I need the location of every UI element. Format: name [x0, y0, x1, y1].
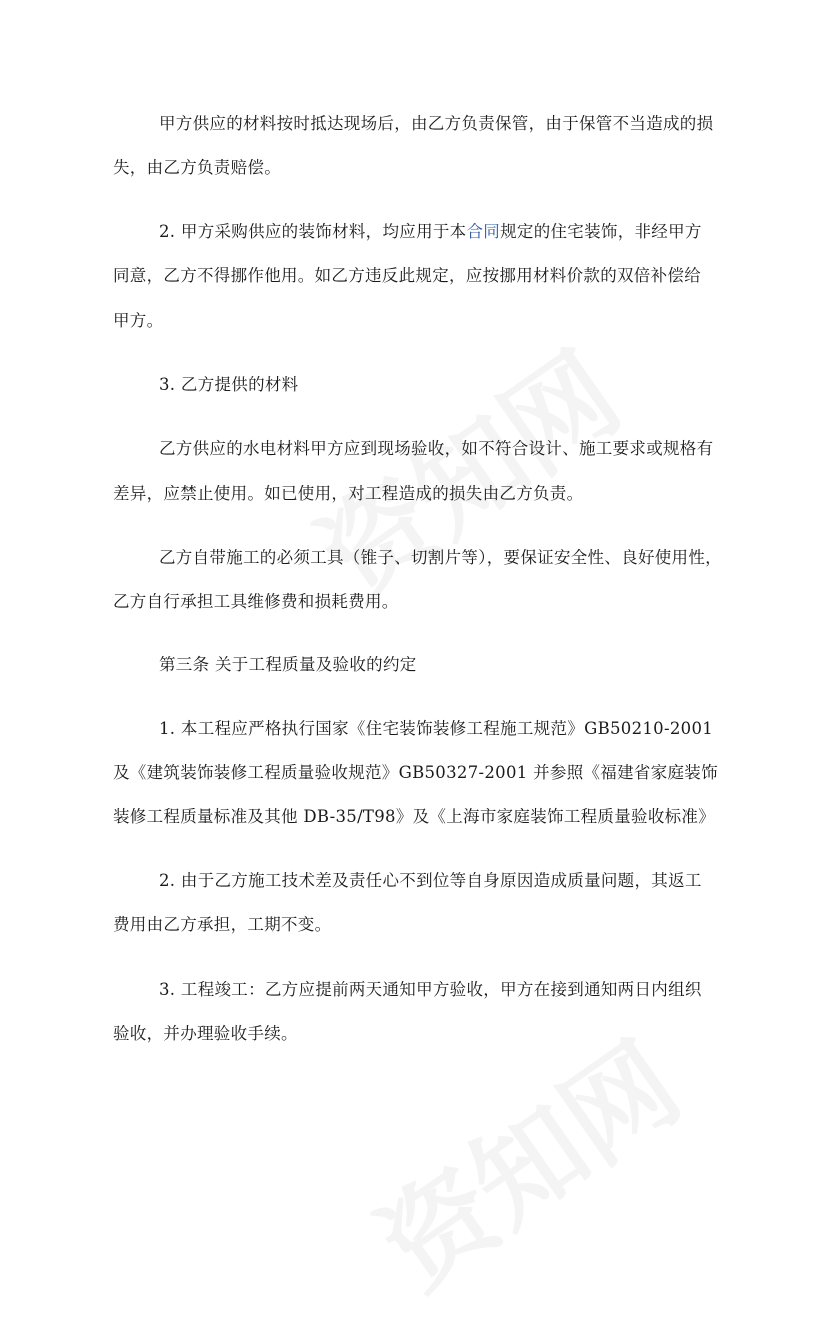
paragraph-line: 差异，应禁止使用。如已使用，对工程造成的损失由乙方负责。 [113, 484, 584, 503]
paragraph-line: 3. 乙方提供的材料 [159, 375, 299, 394]
paragraph-line: 1. 本工程应严格执行国家《住宅装饰装修工程施工规范》GB50210-2001 [159, 719, 714, 738]
paragraph-line: 装修工程质量标准及其他 DB-35/T98》及《上海市家庭装饰工程质量验收标准》 [113, 807, 716, 826]
paragraph-line: 乙方自带施工的必须工具（锥子、切割片等），要保证安全性、良好使用性， [159, 548, 722, 567]
paragraph-line: 失，由乙方负责赔偿。 [113, 158, 281, 177]
paragraph-line: 3. 工程竣工：乙方应提前两天通知甲方验收，甲方在接到通知两日内组织 [159, 980, 702, 999]
paragraph-text: 2. 甲方采购供应的装饰材料，均应用于本 [159, 222, 467, 241]
paragraph-line [159, 221, 702, 243]
paragraph-text: 规定的住宅装饰，非经甲方 [500, 222, 702, 241]
paragraph-line: 同意，乙方不得挪作他用。如乙方违反此规定，应按挪用材料价款的双倍补偿给 [113, 266, 701, 285]
paragraph-line: 乙方自行承担工具维修费和损耗费用。 [113, 592, 399, 611]
watermark [345, 1000, 706, 1318]
paragraph-line: 甲方供应的材料按时抵达现场后，由乙方负责保管，由于保管不当造成的损 [159, 114, 714, 133]
paragraph-line: 费用由乙方承担，工期不变。 [113, 915, 332, 934]
section-heading: 第三条 关于工程质量及验收的约定 [159, 655, 417, 674]
paragraph-line: 及《建筑装饰装修工程质量验收规范》GB50327-2001 并参照《福建省家庭装饰 [113, 763, 718, 782]
contract-link[interactable]: 合同 [466, 222, 501, 241]
paragraph-line: 验收，并办理验收手续。 [113, 1024, 298, 1043]
paragraph-line: 甲方。 [113, 311, 164, 330]
paragraph-line: 乙方供应的水电材料甲方应到现场验收，如不符合设计、施工要求或规格有 [159, 439, 714, 458]
watermark [285, 310, 646, 629]
paragraph-line: 2. 由于乙方施工技术差及责任心不到位等自身原因造成质量问题，其返工 [159, 871, 702, 890]
